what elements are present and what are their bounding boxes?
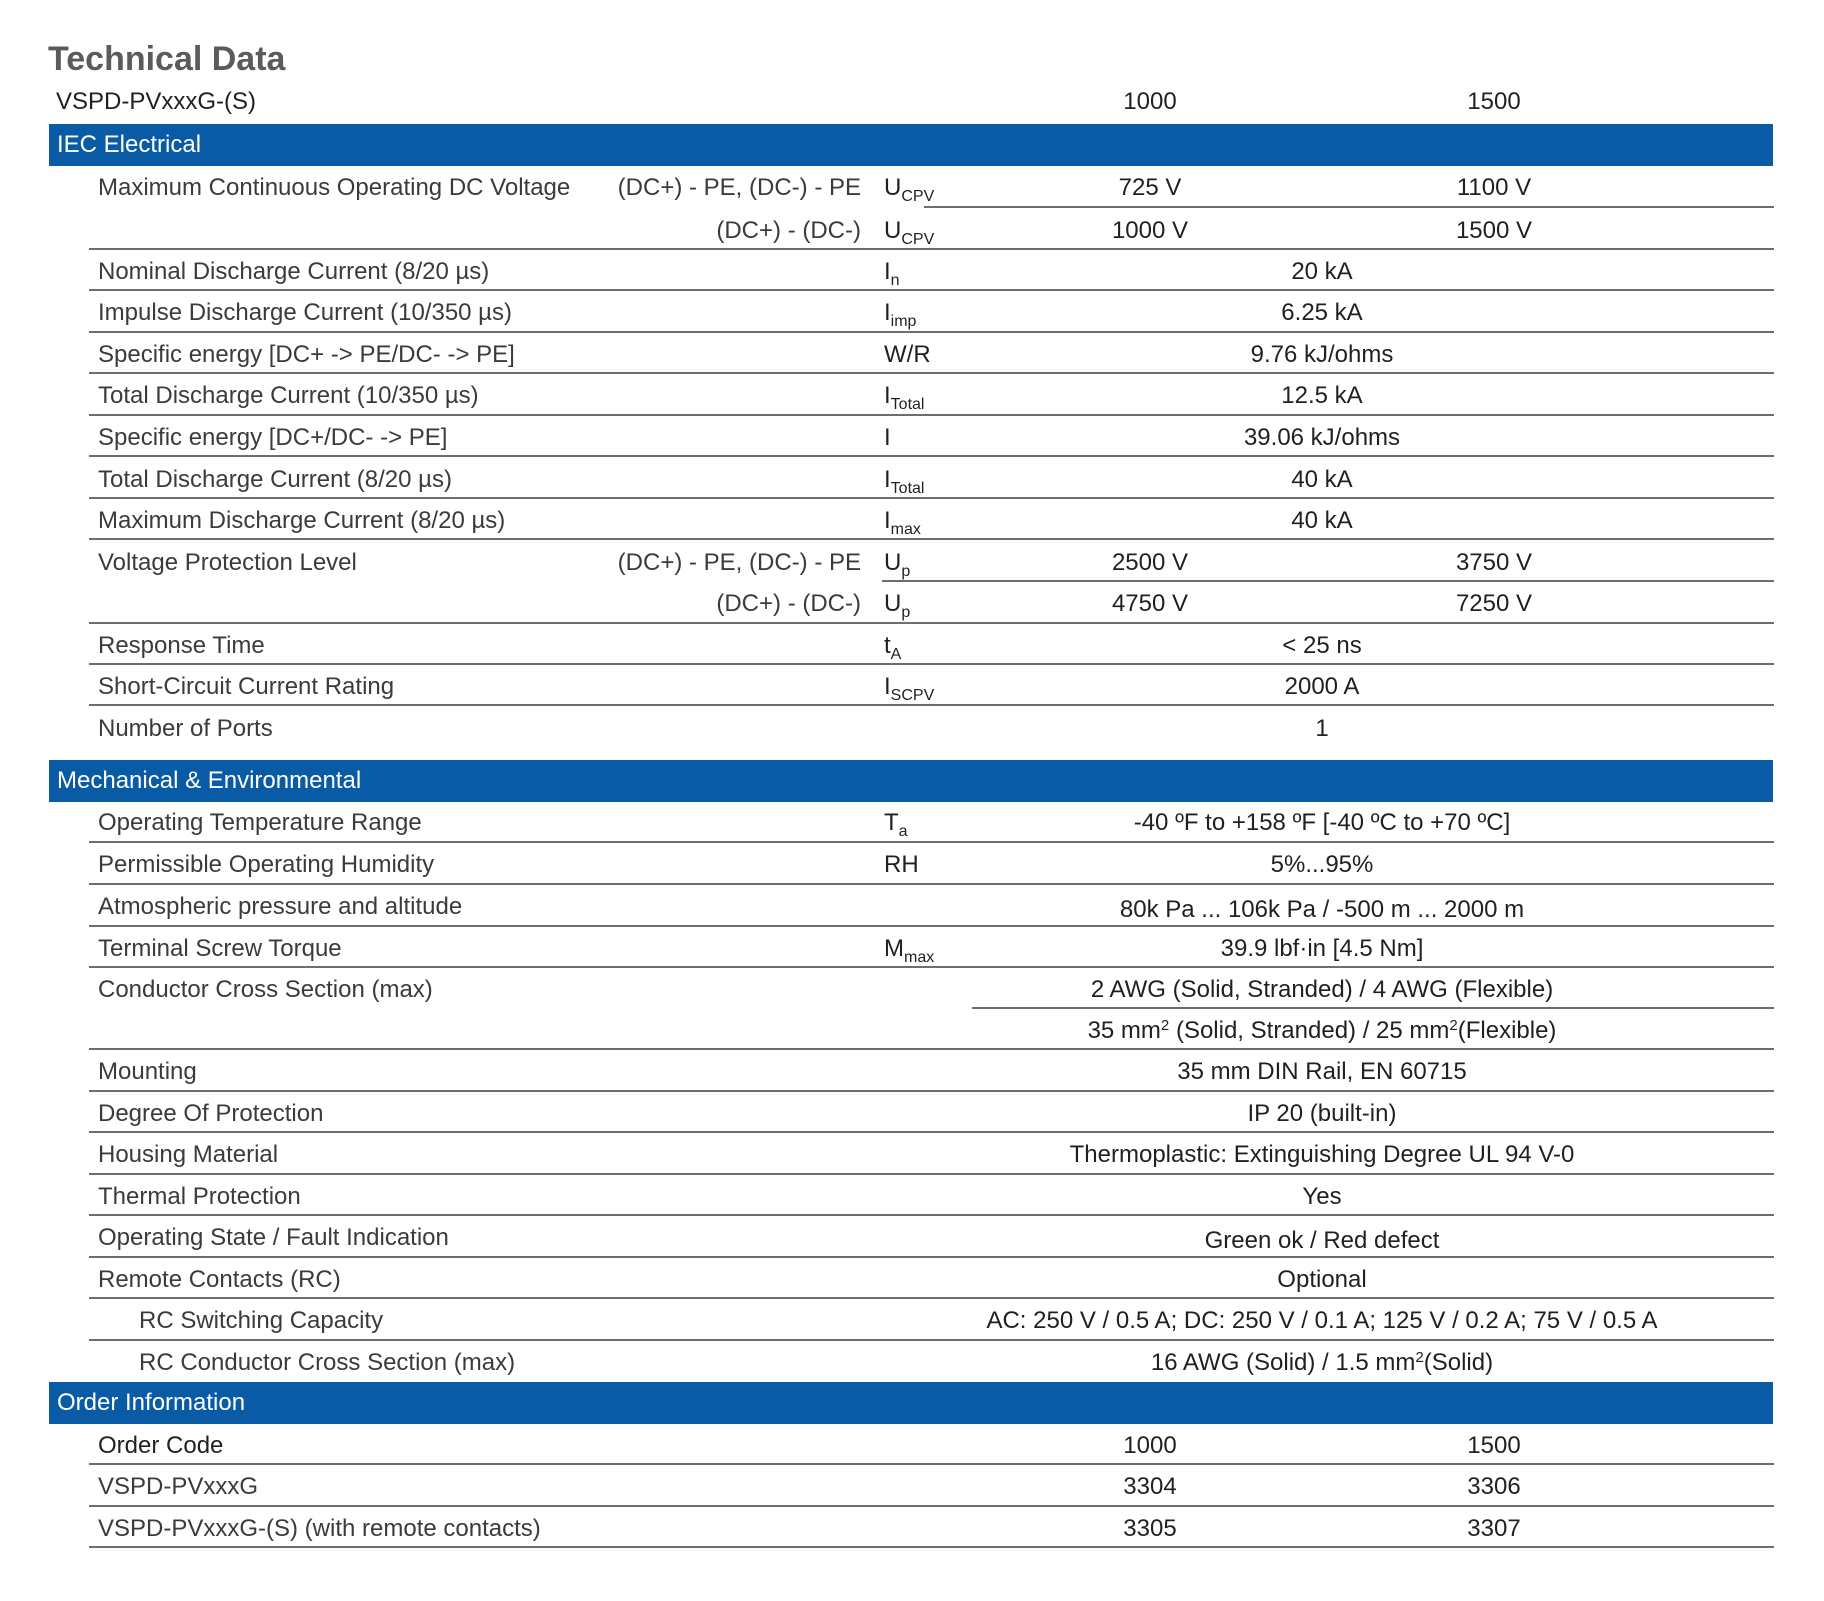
symbol-i: I <box>884 424 891 451</box>
row-label-atmospheric: Atmospheric pressure and altitude <box>98 893 463 920</box>
value-specific-energy-2: 39.06 kJ/ohms <box>1243 424 1401 451</box>
divider <box>89 1297 1774 1299</box>
value-mcov-dc-1000: 1000 V <box>1111 217 1189 244</box>
order-row-label: VSPD-PVxxxG-(S) (with remote contacts) <box>98 1515 541 1542</box>
order-code-1500: 3307 <box>1467 1515 1521 1542</box>
value-rc-switching: AC: 250 V / 0.5 A; DC: 250 V / 0.1 A; 125 V / 0.2 A; 75 V / 0.5 A <box>986 1307 1658 1334</box>
divider <box>89 622 1774 624</box>
divider <box>89 414 1774 416</box>
value-protection: IP 20 (built-in) <box>1247 1100 1397 1127</box>
column-header-1000: 1000 <box>1123 88 1177 115</box>
value-max-discharge: 40 kA <box>1291 507 1353 534</box>
order-header-label: Order Code <box>98 1432 224 1459</box>
divider <box>89 1131 1774 1133</box>
row-label-total-discharge-2: Total Discharge Current (8/20 µs) <box>98 466 452 493</box>
row-label-temperature: Operating Temperature Range <box>98 809 422 836</box>
divider <box>89 1173 1774 1175</box>
divider <box>89 841 1774 843</box>
row-label-rc-conductor: RC Conductor Cross Section (max) <box>139 1349 516 1376</box>
value-remote-contacts: Optional <box>1277 1266 1367 1293</box>
model-name: VSPD-PVxxxG-(S) <box>56 88 257 115</box>
value-state: Green ok / Red defect <box>1204 1227 1440 1254</box>
symbol-imax: $I_{max}$ <box>884 507 921 538</box>
divider <box>89 883 1774 885</box>
divider <box>89 1546 1774 1548</box>
value-mcov-pe-1500: 1100 V <box>1456 174 1532 201</box>
divider <box>89 248 1774 250</box>
value-sccr: 2000 A <box>1284 673 1360 700</box>
divider <box>89 455 1774 457</box>
divider <box>89 1505 1774 1507</box>
divider <box>89 925 1774 927</box>
value-ports: 1 <box>1315 715 1329 742</box>
condition-dc: (DC+) - (DC-) <box>716 590 861 617</box>
value-temperature: -40 ºF to +158 ºF [-40 ºC to +70 ºC] <box>1133 809 1511 836</box>
order-code-1000: 3305 <box>1123 1515 1177 1542</box>
value-total-discharge-1: 12.5 kA <box>1281 382 1363 409</box>
value-nominal: 20 kA <box>1291 258 1353 285</box>
section-title: Mechanical & Environmental <box>57 767 362 794</box>
value-vpl-dc-1000: 4750 V <box>1111 590 1189 617</box>
value-total-discharge-2: 40 kA <box>1291 466 1353 493</box>
value-atmospheric: 80k Pa ... 106k Pa / -500 m ... 2000 m <box>1119 896 1525 923</box>
column-header-1500: 1500 <box>1467 88 1521 115</box>
row-label-humidity: Permissible Operating Humidity <box>98 851 435 878</box>
row-label-nominal: Nominal Discharge Current (8/20 µs) <box>98 258 490 285</box>
symbol-ta: $T_a$ <box>884 809 908 840</box>
value-housing: Thermoplastic: Extinguishing Degree UL 94 V-0 <box>1069 1141 1575 1168</box>
divider <box>882 580 1774 582</box>
section-title: IEC Electrical <box>57 131 202 158</box>
order-row-label: VSPD-PVxxxG <box>98 1473 259 1500</box>
row-label-thermal: Thermal Protection <box>98 1183 301 1210</box>
row-label-impulse: Impulse Discharge Current (10/350 µs) <box>98 299 512 326</box>
value-conductor-awg: 2 AWG (Solid, Stranded) / 4 AWG (Flexible) <box>1090 976 1554 1003</box>
symbol-up: $U_p$ <box>884 590 911 621</box>
row-label-sccr: Short-Circuit Current Rating <box>98 673 395 700</box>
symbol-ucpv: $U_{CPV}$ <box>884 174 935 205</box>
section-header-mechanical <box>49 760 1773 802</box>
value-thermal: Yes <box>1302 1183 1342 1210</box>
divider <box>972 1007 1774 1009</box>
row-label-max-discharge: Maximum Discharge Current (8/20 µs) <box>98 507 506 534</box>
symbol-ta: $t_A$ <box>884 632 902 663</box>
value-humidity: 5%...95% <box>1270 851 1374 878</box>
value-vpl-pe-1000: 2500 V <box>1111 549 1189 576</box>
row-label-mcov: Maximum Continuous Operating DC Voltage <box>98 174 571 201</box>
value-vpl-dc-1500: 7250 V <box>1455 590 1533 617</box>
value-torque: 39.9 lbf·in [4.5 Nm] <box>1220 935 1424 962</box>
row-label-ports: Number of Ports <box>98 715 273 742</box>
divider <box>89 1214 1774 1216</box>
symbol-itotal: $I_{Total}$ <box>884 382 925 413</box>
condition-pe: (DC+) - PE, (DC-) - PE <box>617 549 861 576</box>
row-label-specific-energy-1: Specific energy [DC+ -> PE/DC- -> PE] <box>98 341 515 368</box>
divider <box>89 1339 1774 1341</box>
row-label-mounting: Mounting <box>98 1058 197 1085</box>
row-label-state: Operating State / Fault Indication <box>98 1224 449 1251</box>
divider <box>89 1090 1774 1092</box>
divider <box>89 704 1774 706</box>
symbol-itotal: $I_{Total}$ <box>884 466 925 497</box>
value-response-time: < 25 ns <box>1282 632 1362 659</box>
symbol-iscpv: $I_{SCPV}$ <box>884 673 935 704</box>
row-label-conductor: Conductor Cross Section (max) <box>98 976 433 1003</box>
divider <box>89 497 1774 499</box>
symbol-in: $I_n$ <box>884 258 900 289</box>
row-label-protection: Degree Of Protection <box>98 1100 324 1127</box>
symbol-rh: RH <box>884 851 919 878</box>
value-specific-energy-1: 9.76 kJ/ohms <box>1250 341 1394 368</box>
divider <box>89 289 1774 291</box>
symbol-up: $U_p$ <box>884 549 911 580</box>
section-header-order <box>49 1382 1773 1424</box>
section-title: Order Information <box>57 1389 246 1416</box>
divider <box>89 331 1774 333</box>
section-header-iec <box>49 124 1773 166</box>
page-title: Technical Data <box>48 40 286 78</box>
row-label-response-time: Response Time <box>98 632 265 659</box>
value-mcov-pe-1000: 725 V <box>1118 174 1182 201</box>
row-label-torque: Terminal Screw Torque <box>98 935 342 962</box>
value-mounting: 35 mm DIN Rail, EN 60715 <box>1177 1058 1467 1085</box>
divider <box>89 1463 1774 1465</box>
row-label-total-discharge-1: Total Discharge Current (10/350 µs) <box>98 382 479 409</box>
symbol-ucpv: $U_{CPV}$ <box>884 217 935 248</box>
condition-pe: (DC+) - PE, (DC-) - PE <box>617 174 861 201</box>
divider <box>89 663 1774 665</box>
divider <box>89 1256 1774 1258</box>
row-label-vpl: Voltage Protection Level <box>98 549 357 576</box>
divider <box>89 966 1774 968</box>
order-code-1000: 3304 <box>1123 1473 1177 1500</box>
value-conductor-mm2: 35 $mm^2$ (Solid, Stranded) / 25 $mm^2(Flexible)$ <box>1087 1017 1557 1044</box>
order-header-1500: 1500 <box>1467 1432 1521 1459</box>
divider <box>89 538 1774 540</box>
value-mcov-dc-1500: 1500 V <box>1455 217 1533 244</box>
symbol-wr: W/R <box>884 341 931 368</box>
condition-dc: (DC+) - (DC-) <box>716 217 861 244</box>
order-header-1000: 1000 <box>1123 1432 1177 1459</box>
row-label-remote-contacts: Remote Contacts (RC) <box>98 1266 341 1293</box>
order-code-1500: 3306 <box>1467 1473 1521 1500</box>
divider <box>924 206 1774 208</box>
divider <box>89 1048 1774 1050</box>
value-vpl-pe-1500: 3750 V <box>1455 549 1533 576</box>
value-rc-conductor: 16 AWG (Solid) / 1.5 $mm^2(Solid)$ <box>1150 1349 1494 1376</box>
row-label-specific-energy-2: Specific energy [DC+/DC- -> PE] <box>98 424 448 451</box>
symbol-mmax: $M_{max}$ <box>884 935 935 966</box>
symbol-iimp: $I_{imp}$ <box>884 299 917 330</box>
row-label-rc-switching: RC Switching Capacity <box>139 1307 384 1334</box>
row-label-housing: Housing Material <box>98 1141 279 1168</box>
value-impulse: 6.25 kA <box>1281 299 1363 326</box>
divider <box>89 372 1774 374</box>
